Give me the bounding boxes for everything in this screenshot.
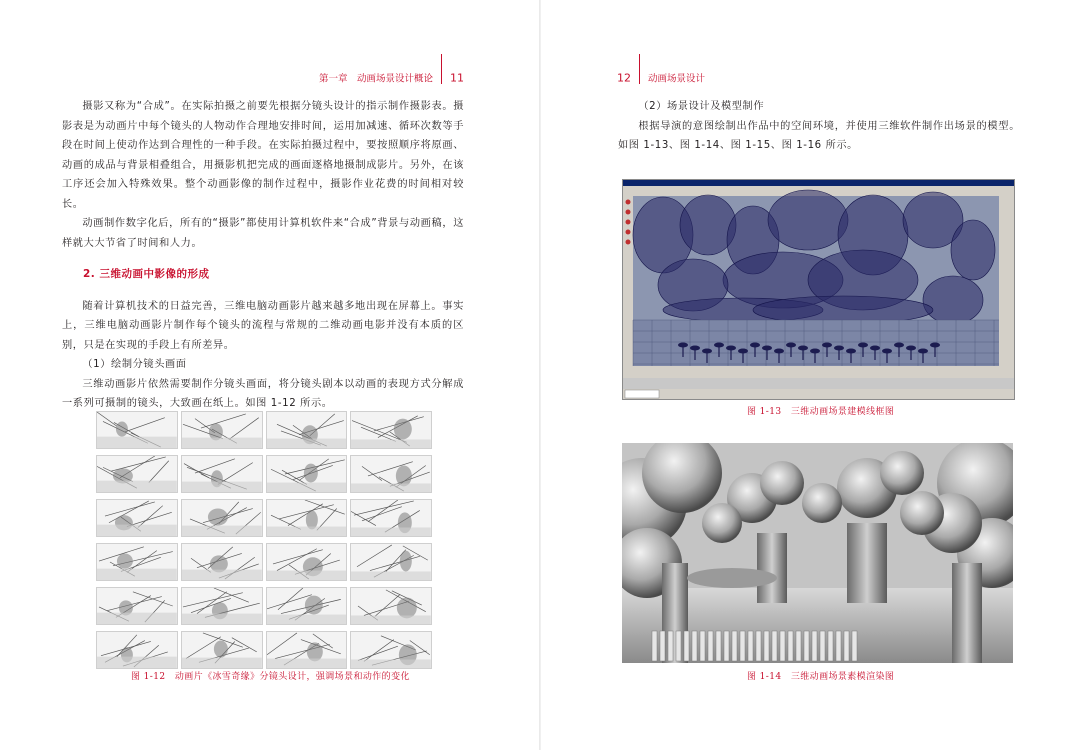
storyboard-frame bbox=[181, 587, 263, 625]
paragraph: 根据导演的意图绘制出作品中的空间环境，并使用三维软件制作出场景的模型。如图 1-13、图 1-14、图 1-15、图 1-16 所示。 bbox=[618, 120, 1020, 151]
storyboard-frame bbox=[350, 587, 432, 625]
figure-caption-1-12: 图 1-12 动画片《冰雪奇缘》分镜头设计，强调场景和动作的变化 bbox=[131, 672, 410, 682]
storyboard-frame bbox=[96, 411, 178, 449]
left-running-head bbox=[319, 64, 464, 94]
storyboard-frame bbox=[266, 499, 348, 537]
storyboard-row bbox=[96, 543, 432, 581]
sub-heading: （1）绘制分镜头画面 bbox=[82, 359, 187, 370]
storyboard-frame bbox=[266, 411, 348, 449]
right-body-text bbox=[618, 97, 1020, 156]
storyboard-frame bbox=[96, 543, 178, 581]
storyboard-frame bbox=[181, 411, 263, 449]
storyboard-row bbox=[96, 411, 432, 449]
running-head-divider bbox=[441, 54, 442, 84]
figure-caption-1-14: 图 1-14 三维动画场景素模渲染图 bbox=[747, 672, 895, 682]
sub-heading: （2）场景设计及模型制作 bbox=[638, 101, 765, 112]
right-page-number: 12 bbox=[617, 71, 631, 85]
storyboard-frame bbox=[181, 455, 263, 493]
storyboard-frame bbox=[181, 631, 263, 669]
left-page-number: 11 bbox=[450, 71, 464, 85]
book-title: 动画场景设计 bbox=[648, 73, 706, 85]
section-heading: 2. 三维动画中影像的形成 bbox=[83, 268, 210, 280]
storyboard-frame bbox=[266, 543, 348, 581]
storyboard-frame bbox=[266, 587, 348, 625]
paragraph: 随着计算机技术的日益完善，三维电脑动画影片越来越多地出现在屏幕上。事实上，三维电脑动画影片制作每个镜头的流程与常规的二维动画电影并没有本质的区别，只是在实现的手段上有所差异。 bbox=[62, 300, 464, 351]
storyboard-frame bbox=[96, 455, 178, 493]
storyboard-frame bbox=[181, 543, 263, 581]
storyboard-row bbox=[96, 631, 432, 669]
storyboard-row bbox=[96, 587, 432, 625]
storyboard-frame bbox=[96, 499, 178, 537]
storyboard-row bbox=[96, 499, 432, 537]
left-body-text bbox=[62, 97, 464, 414]
storyboard-frame bbox=[350, 411, 432, 449]
storyboard-frame bbox=[96, 587, 178, 625]
storyboard-frame bbox=[266, 631, 348, 669]
storyboard-frame bbox=[350, 543, 432, 581]
figure-caption-1-13: 图 1-13 三维动画场景建模线框图 bbox=[747, 407, 895, 417]
paragraph: 动画制作数字化后，所有的“摄影”都使用计算机软件来“合成”背景与动画稿，这样就大大节省了时间和人力。 bbox=[62, 218, 464, 249]
paragraph: 摄影又称为“合成”。在实际拍摄之前要先根据分镜头设计的指示制作摄影表。摄影表是为动画片中每个镜头的人物动作合理地安排时间，运用加减速、循环次数等手段在时间上使动作达到合理性的一种手段。在实际拍摄过程中，要按照顺序将原画、动画的成品与背景相叠组合，用摄影机把完成的画面逐格地摄制成影片。另外，在该工序还会加入特殊效果。整个动画影像的制作过程中，摄影作业花费的时间相对较长。 bbox=[62, 101, 464, 210]
storyboard-frame bbox=[350, 499, 432, 537]
clay-render-image bbox=[622, 443, 1013, 663]
storyboard-frame bbox=[266, 455, 348, 493]
wireframe-software-screenshot bbox=[622, 179, 1015, 400]
storyboard-frame bbox=[181, 499, 263, 537]
storyboard-frame bbox=[96, 631, 178, 669]
paragraph: 三维动画影片依然需要制作分镜头画面，将分镜头剧本以动画的表现方式分解成一系列可摄制的镜头，大致画在纸上。如图 1-12 所示。 bbox=[62, 378, 464, 409]
chapter-title: 第一章 动画场景设计概论 bbox=[318, 73, 433, 85]
right-running-head bbox=[617, 64, 705, 94]
storyboard-figure bbox=[96, 411, 432, 661]
storyboard-frame bbox=[350, 631, 432, 669]
storyboard-frame bbox=[350, 455, 432, 493]
running-head-divider bbox=[639, 54, 640, 84]
storyboard-row bbox=[96, 455, 432, 493]
